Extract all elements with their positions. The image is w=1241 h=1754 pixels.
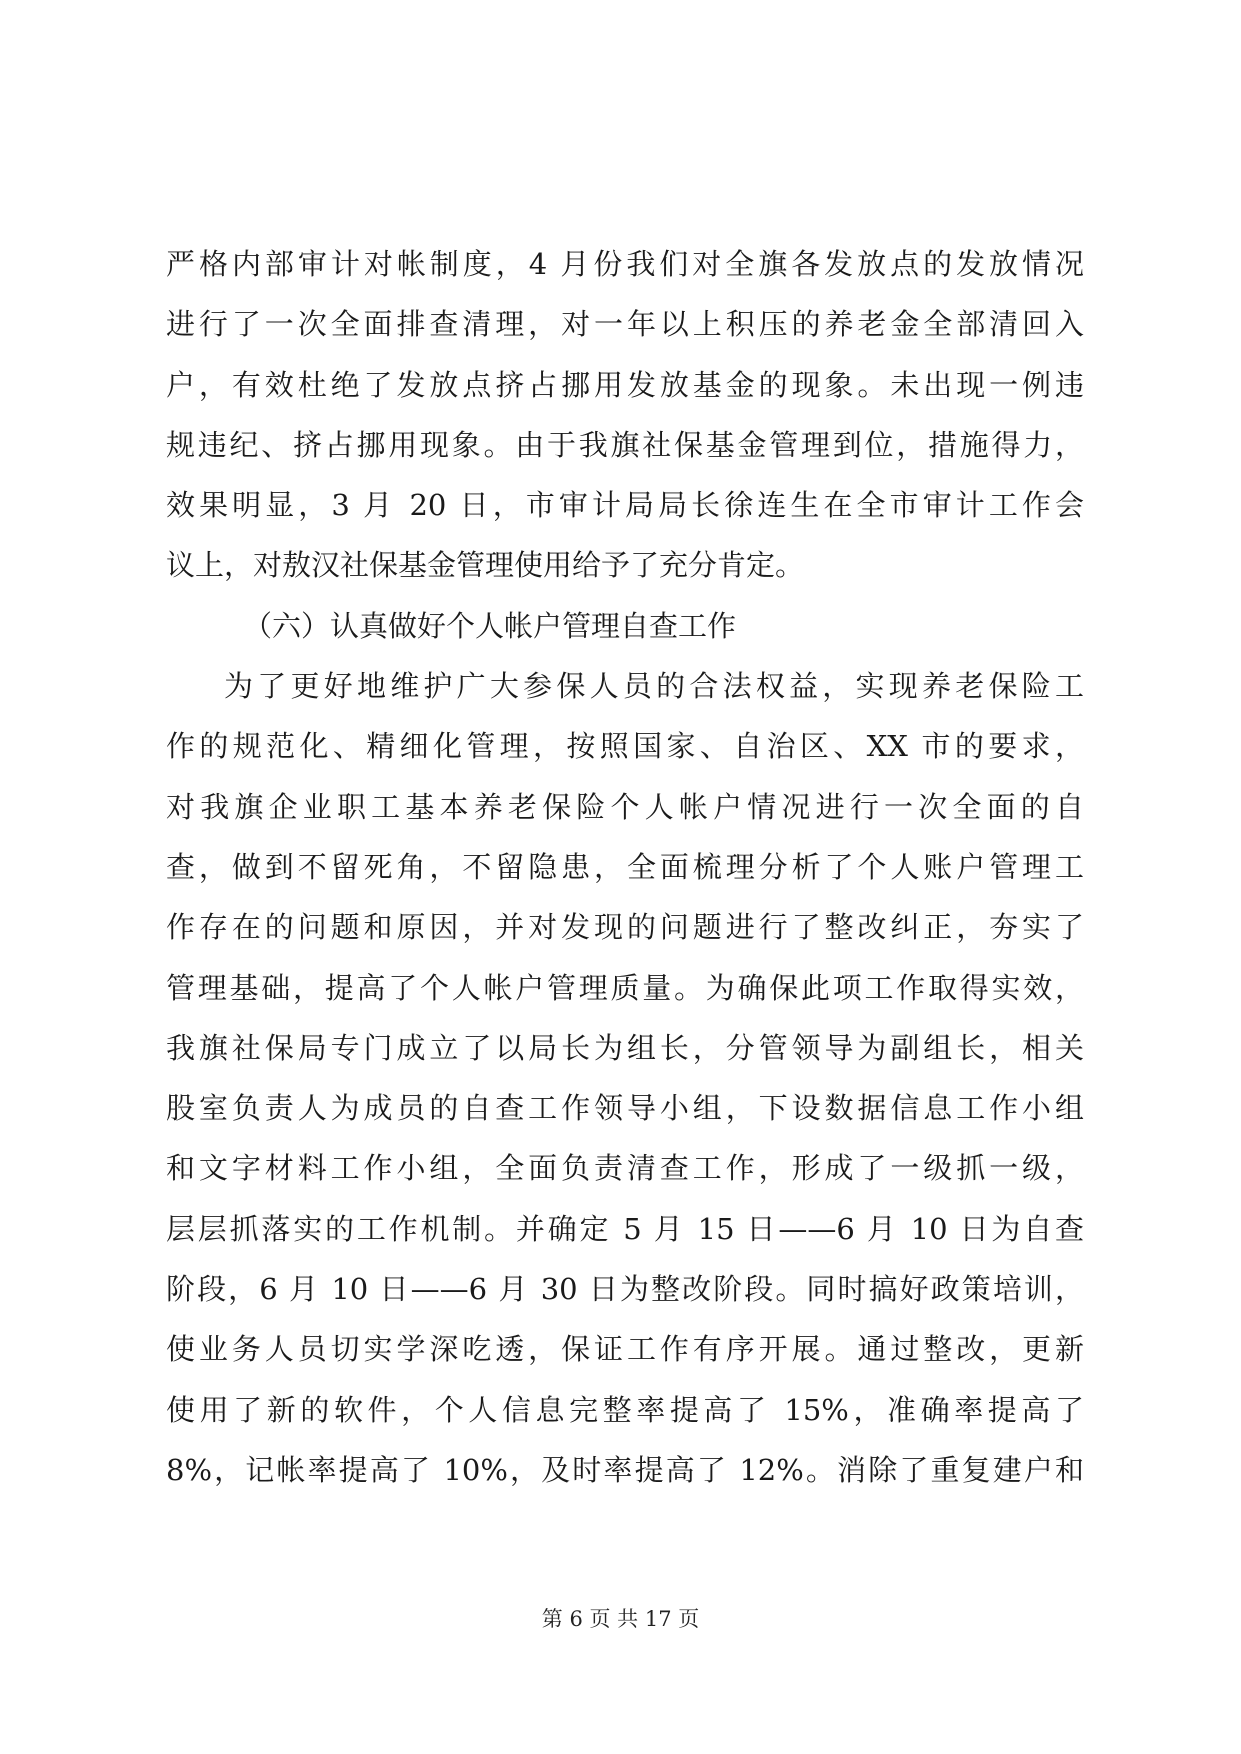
- paragraph-line: 严格内部审计对帐制度，4 月份我们对全旗各发放点的发放情况: [166, 247, 1084, 281]
- paragraph-line: 我旗社保局专门成立了以局长为组长，分管领导为副组长，相关: [166, 1030, 1084, 1065]
- paragraph-line: 管理基础，提高了个人帐户管理质量。为确保此项工作取得实效，: [166, 970, 1084, 1005]
- paragraph-line: 为了更好地维护广大参保人员的合法权益，实现养老保险工: [224, 669, 1084, 704]
- paragraph-line: 户，有效杜绝了发放点挤占挪用发放基金的现象。未出现一例违: [166, 367, 1084, 402]
- paragraph-line: 作的规范化、精细化管理，按照国家、自治区、XX 市的要求，: [166, 729, 1084, 764]
- page-number-label: 第 6 页 共 17 页: [541, 1607, 700, 1631]
- paragraph-line: 议上，对敖汉社保基金管理使用给予了充分肯定。: [166, 548, 805, 583]
- paragraph-line: 8%，记帐率提高了 10%，及时率提高了 12%。消除了重复建户和: [166, 1452, 1084, 1487]
- paragraph-line: 层层抓落实的工作机制。并确定 5 月 15 日——6 月 10 日为自查: [166, 1211, 1084, 1246]
- paragraph-line: 规违纪、挤占挪用现象。由于我旗社保基金管理到位，措施得力，: [166, 427, 1084, 462]
- paragraph-line: 作存在的问题和原因，并对发现的问题进行了整改纠正，夯实了: [166, 910, 1084, 945]
- paragraph-line: 阶段，6 月 10 日——6 月 30 日为整改阶段。同时搞好政策培训，: [166, 1272, 1084, 1307]
- page-footer: [0, 1604, 1241, 1634]
- paragraph-line: 使用了新的软件，个人信息完整率提高了 15%，准确率提高了: [166, 1392, 1084, 1427]
- paragraph-line: 效果明显，3 月 20 日，市审计局局长徐连生在全市审计工作会: [166, 488, 1084, 523]
- paragraph-line: 查，做到不留死角，不留隐患，全面梳理分析了个人账户管理工: [166, 849, 1084, 884]
- section-heading: （六）认真做好个人帐户管理自查工作: [243, 608, 737, 643]
- paragraph-line: 对我旗企业职工基本养老保险个人帐户情况进行一次全面的自: [166, 789, 1084, 824]
- paragraph-line: 和文字材料工作小组，全面负责清查工作，形成了一级抓一级，: [166, 1151, 1084, 1186]
- paragraph-line: 股室负责人为成员的自查工作领导小组，下设数据信息工作小组: [166, 1091, 1084, 1126]
- paragraph-line: 进行了一次全面排查清理，对一年以上积压的养老金全部清回入: [166, 307, 1084, 342]
- body-text: [166, 234, 1084, 1500]
- paragraph-line: 使业务人员切实学深吃透，保证工作有序开展。通过整改，更新: [166, 1332, 1084, 1367]
